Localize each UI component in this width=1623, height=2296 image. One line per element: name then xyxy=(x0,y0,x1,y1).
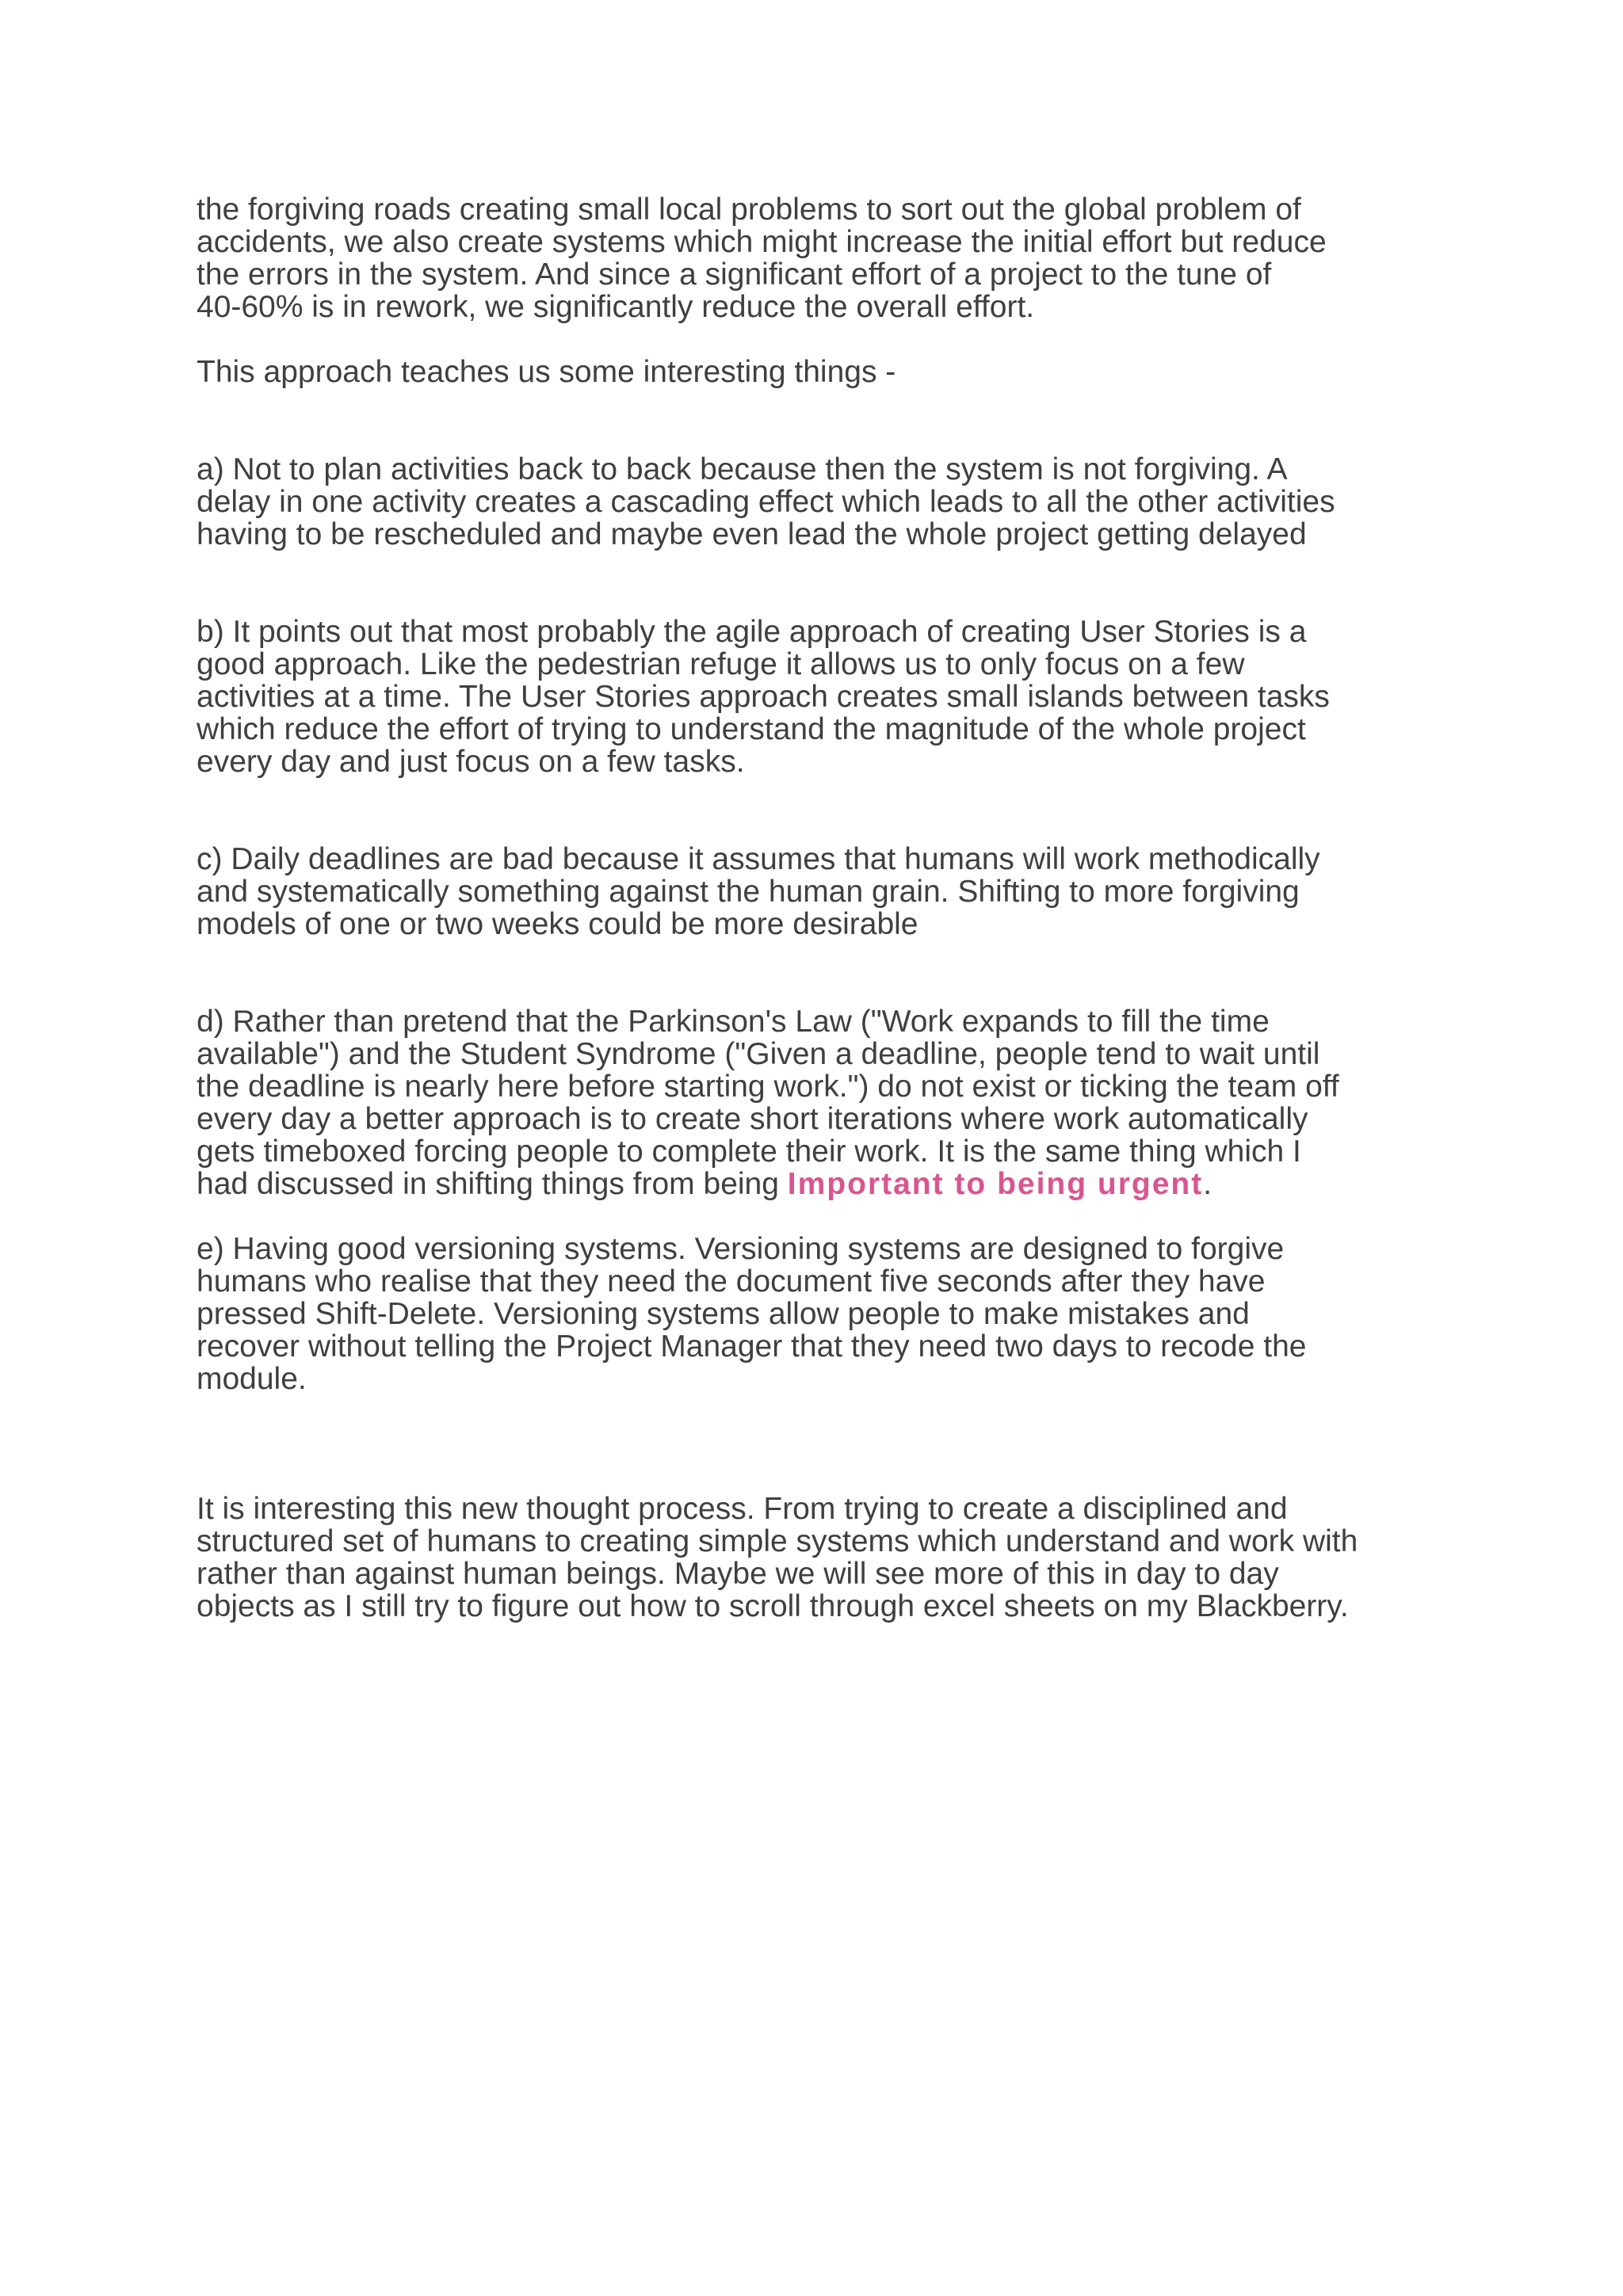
document-body xyxy=(197,193,1465,1623)
paragraph-point-e: e) Having good versioning systems. Versioning systems are designed to forgive humans who realise that they need the document five seconds after they have pressed Shift-Delete. Versioning systems allow people to make mistakes and recover without telling the Project Manager that they need two days to recode the module. xyxy=(197,1232,1307,1396)
paragraph-conclusion: It is interesting this new thought process. From trying to create a disciplined and structured set of humans to creating simple systems which understand and work with rather than against human beings. Maybe we will see more of this in day to day objects as I still try to figure out how to scroll through excel sheets on my Blackberry. xyxy=(197,1492,1358,1623)
paragraph-point-c: c) Daily deadlines are bad because it assumes that humans will work methodically and systematically something against the human grain. Shifting to more forgiving models of one or two weeks could be more desirable xyxy=(197,842,1320,941)
paragraph-point-d-text: d) Rather than pretend that the Parkinson's Law ("Work expands to fill the time available") and the Student Syndrome ("Given a deadline, people tend to wait until the deadline is nearly here before starting work.") do not exist or ticking the team off every day a better approach is to create short iterations where work automatically gets timeboxed forcing people to complete their work. It is the same thing which I had discussed in shifting things from being xyxy=(197,1005,1339,1201)
paragraph-point-a: a) Not to plan activities back to back because then the system is not forgiving. A delay in one activity creates a cascading effect which leads to all the other activities having to be rescheduled and maybe even lead the whole project getting delayed xyxy=(197,452,1335,551)
paragraph-spacer xyxy=(197,551,1465,616)
important-to-urgent-link[interactable]: Important to being urgent xyxy=(787,1167,1204,1201)
paragraph-lead-in: This approach teaches us some interesting things - xyxy=(197,355,896,389)
paragraph-point-d-end: . xyxy=(1203,1167,1212,1201)
paragraph-spacer xyxy=(197,323,1465,356)
paragraph-spacer xyxy=(197,940,1465,1005)
paragraph-intro: the forgiving roads creating small local problems to sort out the global problem of accidents, we also create systems which might increase the initial effort but reduce the errors in the system. And since a significant effort of a project to the tune of 40-60% is in rework, we significantly reduce the overall effort. xyxy=(197,193,1327,324)
paragraph-spacer xyxy=(197,1200,1465,1233)
paragraph-spacer xyxy=(197,778,1465,843)
paragraph-spacer xyxy=(197,388,1465,453)
paragraph-point-d xyxy=(197,1005,1465,1200)
paragraph-spacer xyxy=(197,1395,1465,1493)
paragraph-point-b: b) It points out that most probably the agile approach of creating User Stories is a good approach. Like the pedestrian refuge it allows us to only focus on a few activities at a time. The User Stories approach creates small islands between tasks which reduce the effort of trying to understand the magnitude of the whole project every day and just focus on a few tasks. xyxy=(197,615,1330,779)
